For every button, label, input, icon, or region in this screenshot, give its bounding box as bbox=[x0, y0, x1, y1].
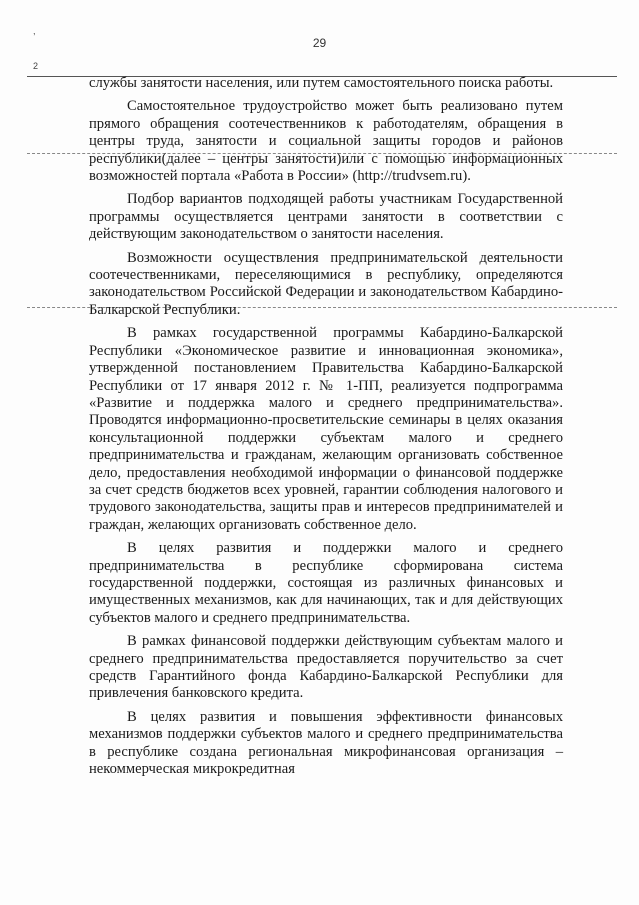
paragraph: В целях развития и повышения эффективности финансовых механизмов поддержки субъектов малого и среднего предпринимательства в республике создана региональная микрофинансовая организация – некоммерческая микрокредитная bbox=[89, 708, 563, 778]
paragraph: Возможности осуществления предпринимательской деятельности соотечественниками, переселяющимися в республику, определяются законодательством Российской Федерации и законодательством Кабардино-Балкарской Республики. bbox=[89, 249, 563, 318]
paragraph: Подбор вариантов подходящей работы участникам Государственной программы осуществляется центрами занятости в соответствии с действующим законодательством о занятости населения. bbox=[89, 191, 563, 243]
paragraph: В целях развития и поддержки малого и среднего предпринимательства в республике сформирована система государственной поддержки, состоящая из различных финансовых и имущественных механизмов, как для начинающих, так и для действующих субъектов малого и среднего предпринимательства. bbox=[89, 540, 563, 626]
paragraph: Самостоятельное трудоустройство может быть реализовано путем прямого обращения соотечественников к работодателям, обращения в центры труда, занятости и социальной защиты городов и районов республики(далее – центры занятости)или с помощью информационных возможностей портала «Работа в России» (http://trudvsem.ru). bbox=[89, 98, 563, 185]
paragraph: В рамках государственной программы Кабардино-Балкарской Республики «Экономическое развитие и инновационная экономика», утвержденной постановлением Правительства Кабардино-Балкарской Республики от 17 января 2012 г. № 1-ПП, реализуется подпрограмма «Развитие и поддержка малого и среднего предпринимательства». Проводятся информационно-просветительские семинары в целях оказания консультационной поддержки субъектам малого и среднего предпринимательства и гражданам, желающим организовать собственное дело, предоставления необходимой информации о финансовой поддержке за счет средств бюджетов всех уровней, гарантии соблюдения налогового и трудового законодательства, защиты прав и интересов предпринимателей и граждан, желающих организовать собственное дело. bbox=[89, 325, 563, 533]
margin-mark: , bbox=[33, 26, 36, 36]
body-text bbox=[89, 75, 563, 784]
margin-mark: 2 bbox=[33, 61, 39, 71]
paragraph: В рамках финансовой поддержки действующим субъектам малого и среднего предпринимательства предоставляется поручительство за счет средств Гарантийного фонда Кабардино-Балкарской Республики для привлечения банковского кредита. bbox=[89, 633, 563, 702]
paragraph: службы занятости населения, или путем самостоятельного поиска работы. bbox=[89, 75, 554, 91]
page-number: 29 bbox=[312, 36, 327, 50]
